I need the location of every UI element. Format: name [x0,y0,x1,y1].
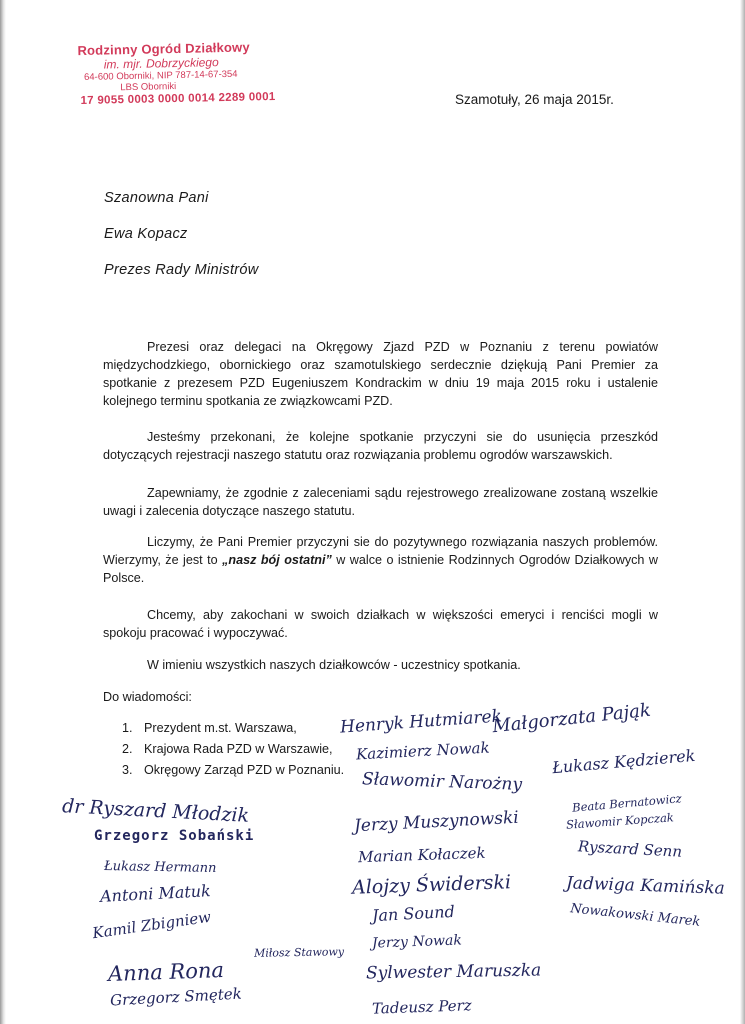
signature-mark: Jerzy Muszynowski [353,807,520,837]
paragraph-text: Chcemy, aby zakochani w swoich działkach w większości emeryci i renciści mogli w spokoju pracować i wypoczywać. [103,608,658,640]
signature-mark: Anna Rona [107,957,225,987]
signature-mark: Sławomir Narożny [361,769,523,795]
signature-mark: Tadeusz Perz [371,996,472,1018]
body-paragraph-3 [103,484,658,520]
stamp-account: 17 9055 0003 0000 0014 2289 0001 [80,90,276,107]
signature [491,700,651,738]
signature [372,996,472,1017]
signature-mark: Jan Sound [371,901,456,926]
paragraph-text: Zapewniamy, że zgodnie z zaleceniami sądu rejestrowego zrealizowane zostaną wszelkie uwagi i zalecenia dotyczące naszego statutu. [103,486,658,518]
signature-mark: Łukasz Hermann [103,859,217,876]
signature-mark: Jadwiga Kamińska [565,873,726,899]
paragraph-text-start: Liczymy, że Pani Premier przyczyni sie do pozytywnego rozwiązania naszych problemów. Wierzymy, że jest to [103,535,658,567]
signature-mark: Sławomir Kopczak [565,810,675,832]
cc-item-text: Okręgowy Zarząd PZD w Poznaniu. [144,763,345,777]
cc-item-number: 1. [122,721,133,735]
signature [354,808,520,837]
quote-emphasis: „nasz bój ostatni” [222,553,332,567]
scan-edge-left [0,0,6,1024]
signature [100,881,212,906]
paragraph-text [103,533,658,587]
stamp-name: Rodzinny Ogród Działkowy [77,39,250,59]
body-paragraph-5 [103,606,658,642]
signature [578,837,683,860]
signature-mark: Jerzy Nowak [371,932,463,952]
stamp-address: 64-600 Oborniki, NIP 787-14-67-354 [83,68,238,83]
signature [94,828,254,844]
signature [254,945,344,960]
scan-edge-right [740,0,745,1024]
signature [108,958,225,986]
signature-mark: Małgorzata Pająk [491,699,652,738]
organization-stamp [77,40,278,108]
body-paragraph-6 [103,656,658,674]
cc-item [122,760,344,781]
cc-item-number: 2. [122,742,133,756]
cc-item-number: 3. [122,763,133,777]
signature [566,873,725,899]
signature-mark: Grzegorz Sobański [94,828,255,844]
signature [352,871,512,899]
body-paragraph-4 [103,533,658,587]
signature-mark: Kazimierz Nowak [355,738,491,764]
signature-mark: dr Ryszard Młodzik [61,795,250,827]
signature-mark: Ryszard Senn [577,837,683,861]
paragraph-text: Jesteśmy przekonani, że kolejne spotkanie przyczyni sie do usunięcia przeszkód dotyczących rejestracji naszego statutu oraz rozwiązania problemu ogrodów warszawskich. [103,430,658,462]
cc-item-text: Krajowa Rada PZD w Warszawie, [144,742,333,756]
recipient-title: Prezes Rady Ministrów [104,262,259,278]
signature [91,908,212,942]
cc-item [122,739,344,760]
paragraph-text: Prezesi oraz delegaci na Okręgowy Zjazd PZD w Poznaniu z terenu powiatów międzychodzkiego, obornickiego oraz szamotulskiego serdecznie dziękują Pani Premier za spotkanie z prezesem PZD Eugeniuszem Kondrackim w dniu 19 maja 2015 roku i ustalenie kolejnego terminu spotkania ze związkowcami PZD. [103,340,658,408]
paragraph-text: W imieniu wszystkich naszych działkowców - uczestnicy spotkania. [147,658,521,672]
signature [570,901,701,930]
signature [358,844,486,866]
signature [362,769,523,795]
stamp-bank: LBS Oborniki [120,80,177,93]
signature [110,985,243,1010]
stamp-patron: im. mjr. Dobrzyckiego [103,55,219,72]
signature [339,706,502,737]
signature [372,932,462,951]
body-paragraph-2 [103,428,658,464]
signature [372,902,456,925]
signature-mark: Kamil Zbigniew [91,907,213,943]
cc-heading: Do wiadomości: [103,690,192,704]
paragraph-text-end: w walce o istnienie Rodzinnych Ogrodów Działkowych w Polsce. [103,553,658,585]
signature-mark: Nowakowski Marek [569,901,702,930]
signature-mark: Grzegorz Smętek [109,984,243,1010]
signature-mark: Henryk Hutmiarek [339,706,503,738]
signature [366,960,542,983]
signature-mark: Alojzy Świderski [351,871,512,899]
place-date: Szamotuły, 26 maja 2015r. [455,92,614,107]
signature-mark: Sylwester Maruszka [365,960,542,984]
signature [104,859,217,876]
signature-mark: Marian Kołaczek [357,843,486,867]
signature-mark: Łukasz Kędzierek [551,745,697,778]
signature-mark: Beata Bernatowicz [571,791,683,815]
signature-mark: Miłosz Stawowy [253,945,345,960]
cc-item [122,718,344,739]
body-paragraph-1 [103,338,658,410]
signature-mark: Antoni Matuk [99,881,212,906]
signature [62,795,250,827]
signature [356,739,490,764]
recipient-salutation: Szanowna Pani [104,190,209,206]
recipient-name: Ewa Kopacz [104,226,188,242]
cc-list [122,718,344,781]
signature [551,746,696,777]
cc-item-text: Prezydent m.st. Warszawa, [144,721,297,735]
